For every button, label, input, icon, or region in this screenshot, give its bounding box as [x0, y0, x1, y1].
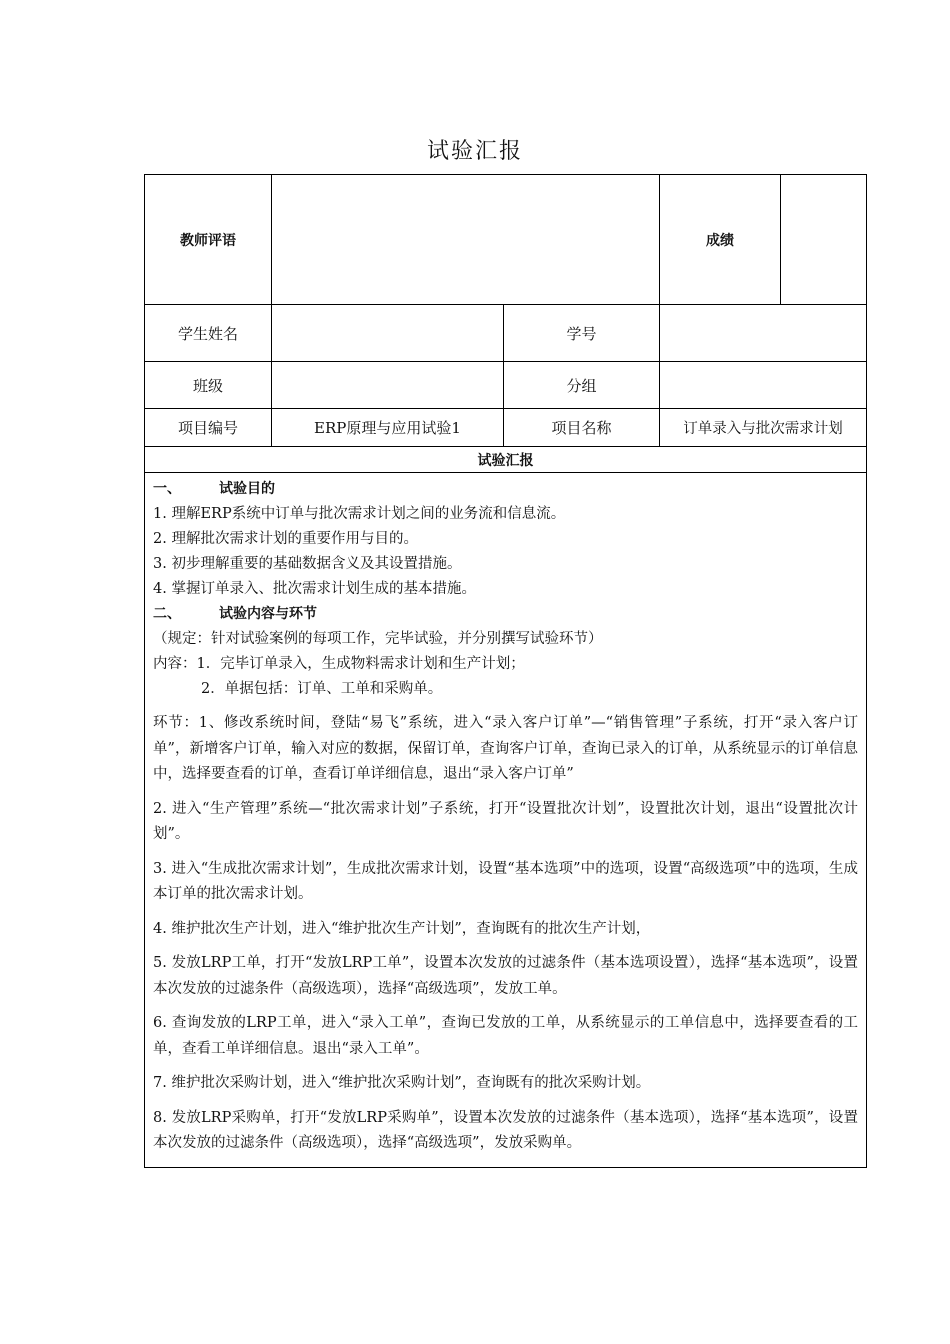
content-line-2: 2．单据包括：订单、工单和采购单。 — [201, 681, 443, 697]
step-paragraph: 4. 维护批次生产计划，进入“维护批次生产计划”，查询既有的批次生产计划， — [153, 920, 651, 937]
step-paragraph: 8. 发放LRP采购单，打开“发放LRP采购单”，设置本次发放的过滤条件（基本选项），选择“基本选项”，设置本次发放的过滤条件（高级选项），选择“高级选项”，发放采购单。 — [153, 1109, 858, 1151]
step-paragraph: 7. 维护批次采购计划，进入“维护批次采购计划”，查询既有的批次采购计划。 — [153, 1075, 651, 1091]
content-line-1: 内容：1．完毕订单录入，生成物料需求计划和生产计划； — [153, 656, 525, 672]
document-title: 试验汇报 — [426, 139, 523, 164]
group-label: 分组 — [504, 362, 660, 409]
report-heading-row — [145, 447, 867, 473]
class-cell[interactable] — [272, 362, 504, 409]
teacher-comment-cell[interactable] — [272, 175, 660, 305]
teacher-comment-label: 教师评语 — [145, 175, 272, 305]
objective-item: 2. 理解批次需求计划的重要作用与目的。 — [153, 531, 418, 547]
student-id-cell[interactable] — [660, 305, 867, 362]
project-row — [145, 409, 867, 447]
teacher-comment-row — [145, 175, 867, 305]
step-paragraph: 3. 进入“生成批次需求计划”，生成批次需求计划，设置“基本选项”中的选项，设置“高级选项”中的选项，生成本订单的批次需求计划。 — [153, 860, 858, 902]
section-2-title: 试验内容与环节 — [219, 606, 317, 622]
report-body-row — [145, 473, 867, 1168]
requirement-note: （规定：针对试验案例的每项工作，完毕试验，并分别撰写试验环节） — [153, 631, 603, 647]
step-paragraph: 5. 发放LRP工单，打开“发放LRP工单”，设置本次发放的过滤条件（基本选项设置），选择“基本选项”，设置本次发放的过滤条件（高级选项），选择“高级选项”，发放工单。 — [153, 955, 858, 997]
section-1-number: 一、 — [153, 481, 181, 497]
section-1-title: 试验目的 — [219, 481, 275, 497]
section-1-heading — [153, 477, 858, 502]
class-label: 班级 — [145, 362, 272, 409]
grade-label: 成绩 — [660, 175, 781, 305]
section-2-heading — [153, 602, 858, 627]
student-id-label: 学号 — [504, 305, 660, 362]
project-name-value: 订单录入与批次需求计划 — [660, 409, 867, 447]
student-name-cell[interactable] — [272, 305, 504, 362]
report-table — [144, 174, 867, 1168]
objective-item: 4. 掌握订单录入、批次需求计划生成的基本措施。 — [153, 581, 476, 597]
project-name-label: 项目名称 — [504, 409, 660, 447]
objective-item: 1. 理解ERP系统中订单与批次需求计划之间的业务流和信息流。 — [153, 506, 566, 522]
project-no-label: 项目编号 — [145, 409, 272, 447]
section-2-number: 二、 — [153, 606, 181, 622]
grade-cell[interactable] — [781, 175, 867, 305]
student-name-row — [145, 305, 867, 362]
report-body — [145, 473, 867, 1168]
objective-item: 3. 初步理解重要的基础数据含义及其设置措施。 — [153, 556, 462, 572]
step-paragraph: 环节：1、修改系统时间，登陆“易飞”系统，进入“录入客户订单”—“销售管理”子系统，打开“录入客户订单”，新增客户订单，输入对应的数据，保留订单，查询客户订单，查询已录入的订单，从系统显示的订单信息中，选择要查看的订单，查看订单详细信息，退出“录入客户订单” — [153, 715, 858, 782]
step-paragraph: 2. 进入“生产管理”系统—“批次需求计划”子系统，打开“设置批次计划”，设置批次计划，退出“设置批次计划”。 — [153, 800, 858, 842]
class-row — [145, 362, 867, 409]
report-heading: 试验汇报 — [145, 447, 867, 473]
student-name-label: 学生姓名 — [145, 305, 272, 362]
group-cell[interactable] — [660, 362, 867, 409]
project-no-value: ERP原理与应用试验1 — [272, 409, 504, 447]
step-paragraph: 6. 查询发放的LRP工单，进入“录入工单”，查询已发放的工单，从系统显示的工单信息中，选择要查看的工单，查看工单详细信息。退出“录入工单”。 — [153, 1015, 858, 1057]
